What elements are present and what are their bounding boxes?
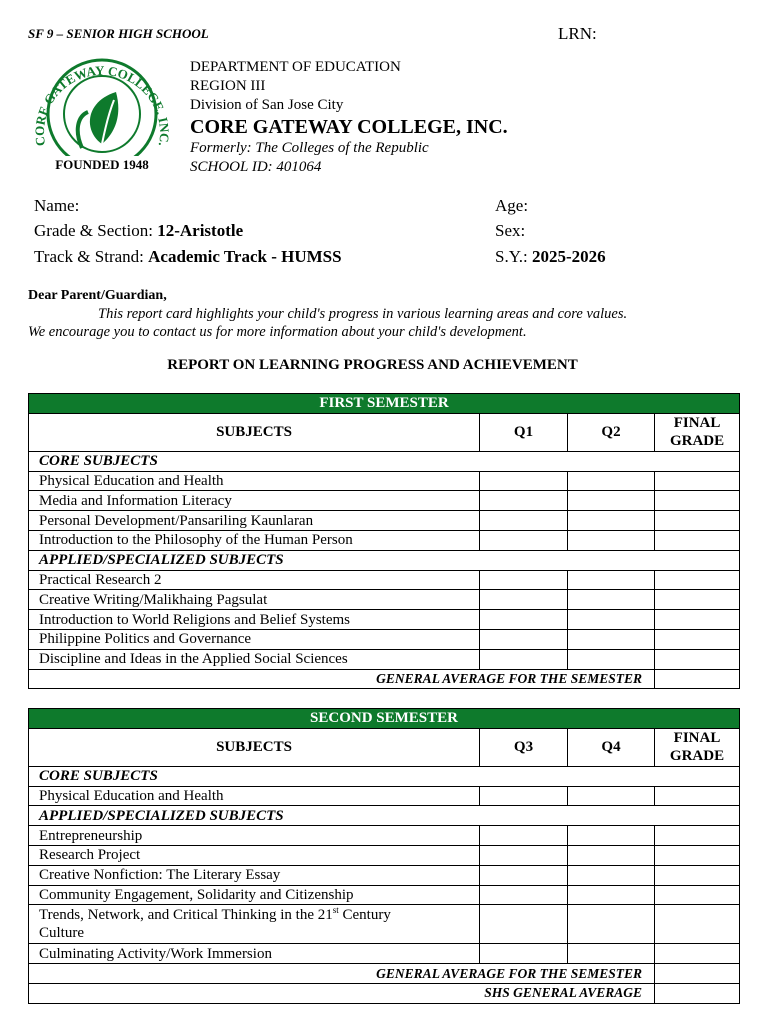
table-row xyxy=(29,491,740,511)
grade-cell xyxy=(568,471,655,491)
report-title: REPORT ON LEARNING PROGRESS AND ACHIEVEMENT xyxy=(167,357,578,373)
grade-cell xyxy=(568,905,655,944)
name-label: Name: xyxy=(34,196,80,215)
logo-ring-text: CORE GATEWAY COLLEGE, INC. xyxy=(31,62,173,148)
department: DEPARTMENT OF EDUCATION xyxy=(190,59,401,75)
grade-cell xyxy=(655,669,740,689)
table-row xyxy=(29,570,740,590)
grade-cell xyxy=(655,944,740,964)
grade-cell xyxy=(655,964,740,984)
grade-cell xyxy=(568,530,655,550)
table-row xyxy=(29,905,740,944)
grade-cell xyxy=(655,905,740,944)
subject-name: Practical Research 2 xyxy=(29,570,480,590)
student-track-strand xyxy=(34,247,342,267)
grade-cell xyxy=(655,610,740,630)
table-row xyxy=(29,629,740,649)
grade-cell xyxy=(480,865,568,885)
form-code: SF 9 – SENIOR HIGH SCHOOL xyxy=(28,26,209,41)
semester-average-label: GENERAL AVERAGE FOR THE SEMESTER xyxy=(29,669,655,689)
subject-name: Philippine Politics and Governance xyxy=(29,629,480,649)
track-value: Academic Track - HUMSS xyxy=(148,247,342,266)
grade-cell xyxy=(480,491,568,511)
col-q2: Q2 xyxy=(568,413,655,451)
greeting: Dear Parent/Guardian, xyxy=(28,288,167,303)
grade-cell xyxy=(568,649,655,669)
semester-average-label: GENERAL AVERAGE FOR THE SEMESTER xyxy=(29,964,655,984)
second-semester-title: SECOND SEMESTER xyxy=(29,709,740,729)
student-name xyxy=(34,196,79,216)
subject-name: Creative Nonfiction: The Literary Essay xyxy=(29,865,480,885)
grade-cell xyxy=(568,865,655,885)
grade-cell xyxy=(655,491,740,511)
school-logo xyxy=(24,52,180,176)
grade-cell xyxy=(568,944,655,964)
applied-subjects-label: APPLIED/SPECIALIZED SUBJECTS xyxy=(29,806,740,826)
grade-cell xyxy=(655,590,740,610)
grade-cell xyxy=(655,983,740,1003)
col-q1: Q1 xyxy=(480,413,568,451)
grade-cell xyxy=(480,530,568,550)
grade-cell xyxy=(568,610,655,630)
grade-cell xyxy=(655,649,740,669)
track-label: Track & Strand: xyxy=(34,247,144,266)
table-row xyxy=(29,649,740,669)
col-final-grade: FINAL GRADE xyxy=(655,413,740,451)
subject-name: Introduction to World Religions and Belief Systems xyxy=(29,610,480,630)
grade-label: Grade & Section: xyxy=(34,221,153,240)
grade-cell xyxy=(568,786,655,806)
col-subjects: SUBJECTS xyxy=(29,728,480,766)
logo-founded: FOUNDED 1948 xyxy=(55,157,149,172)
grade-cell xyxy=(568,570,655,590)
table-row xyxy=(29,511,740,531)
first-semester-table xyxy=(28,393,740,689)
grade-cell xyxy=(568,629,655,649)
grade-cell xyxy=(568,826,655,846)
subject-name: Discipline and Ideas in the Applied Social Sciences xyxy=(29,649,480,669)
grade-cell xyxy=(655,530,740,550)
subject-name: Introduction to the Philosophy of the Human Person xyxy=(29,530,480,550)
grade-cell xyxy=(655,865,740,885)
core-subjects-label: CORE SUBJECTS xyxy=(29,766,740,786)
grade-cell xyxy=(480,511,568,531)
subject-name: Trends, Network, and Critical Thinking in the 21st Century Culture xyxy=(29,905,480,944)
grade-cell xyxy=(480,649,568,669)
sy-label: S.Y.: xyxy=(495,247,528,266)
grade-cell xyxy=(480,570,568,590)
shs-general-average-label: SHS GENERAL AVERAGE xyxy=(29,983,655,1003)
letter-line-1: This report card highlights your child's progress in various learning areas and core values. xyxy=(98,306,628,322)
table-row xyxy=(29,885,740,905)
grade-cell xyxy=(655,786,740,806)
grade-cell xyxy=(655,629,740,649)
grade-cell xyxy=(480,786,568,806)
table-row xyxy=(29,845,740,865)
letter-line-2: We encourage you to contact us for more information about your child's development. xyxy=(28,324,527,340)
second-semester-table xyxy=(28,708,740,1004)
col-final-grade: FINAL GRADE xyxy=(655,728,740,766)
grade-cell xyxy=(568,511,655,531)
lrn-label: LRN: xyxy=(558,24,597,43)
grade-cell xyxy=(655,826,740,846)
school-id: SCHOOL ID: 401064 xyxy=(190,159,322,175)
student-age xyxy=(495,196,528,216)
grade-value: 12-Aristotle xyxy=(157,221,244,240)
grade-cell xyxy=(655,471,740,491)
grade-cell xyxy=(480,944,568,964)
grade-cell xyxy=(480,629,568,649)
grade-cell xyxy=(568,845,655,865)
grade-cell xyxy=(480,471,568,491)
region: REGION III xyxy=(190,78,266,94)
core-subjects-label: CORE SUBJECTS xyxy=(29,451,740,471)
grade-cell xyxy=(655,570,740,590)
age-label: Age: xyxy=(495,196,529,215)
subject-name: Creative Writing/Malikhaing Pagsulat xyxy=(29,590,480,610)
grade-cell xyxy=(480,590,568,610)
subject-name: Personal Development/Pansariling Kaunlaran xyxy=(29,511,480,531)
student-sex xyxy=(495,221,525,241)
school-year xyxy=(495,247,606,267)
table-row xyxy=(29,865,740,885)
sy-value: 2025-2026 xyxy=(532,247,606,266)
subject-name: Physical Education and Health xyxy=(29,786,480,806)
grade-cell xyxy=(480,826,568,846)
subject-name: Community Engagement, Solidarity and Citizenship xyxy=(29,885,480,905)
grade-cell xyxy=(568,590,655,610)
grade-cell xyxy=(480,885,568,905)
subject-name: Physical Education and Health xyxy=(29,471,480,491)
first-semester-title: FIRST SEMESTER xyxy=(29,394,740,414)
letter-body xyxy=(28,305,740,341)
grade-cell xyxy=(655,511,740,531)
applied-subjects-label: APPLIED/SPECIALIZED SUBJECTS xyxy=(29,550,740,570)
col-q3: Q3 xyxy=(480,728,568,766)
table-row xyxy=(29,590,740,610)
subject-name: Research Project xyxy=(29,845,480,865)
student-grade-section xyxy=(34,221,243,241)
table-row xyxy=(29,471,740,491)
school-header xyxy=(190,58,508,177)
grade-cell xyxy=(480,845,568,865)
subject-name: Entrepreneurship xyxy=(29,826,480,846)
col-subjects: SUBJECTS xyxy=(29,413,480,451)
table-row xyxy=(29,944,740,964)
grade-cell xyxy=(568,491,655,511)
division: Division of San Jose City xyxy=(190,97,344,113)
grade-cell xyxy=(568,885,655,905)
subject-name: Media and Information Literacy xyxy=(29,491,480,511)
sex-label: Sex: xyxy=(495,221,526,240)
table-row xyxy=(29,610,740,630)
grade-cell xyxy=(480,905,568,944)
grade-cell xyxy=(655,885,740,905)
table-row xyxy=(29,826,740,846)
school-formerly: Formerly: The Colleges of the Republic xyxy=(190,140,429,156)
grade-cell xyxy=(480,610,568,630)
school-name: CORE GATEWAY COLLEGE, INC. xyxy=(190,116,508,138)
col-q4: Q4 xyxy=(568,728,655,766)
table-row xyxy=(29,530,740,550)
table-row xyxy=(29,786,740,806)
subject-name: Culminating Activity/Work Immersion xyxy=(29,944,480,964)
grade-cell xyxy=(655,845,740,865)
